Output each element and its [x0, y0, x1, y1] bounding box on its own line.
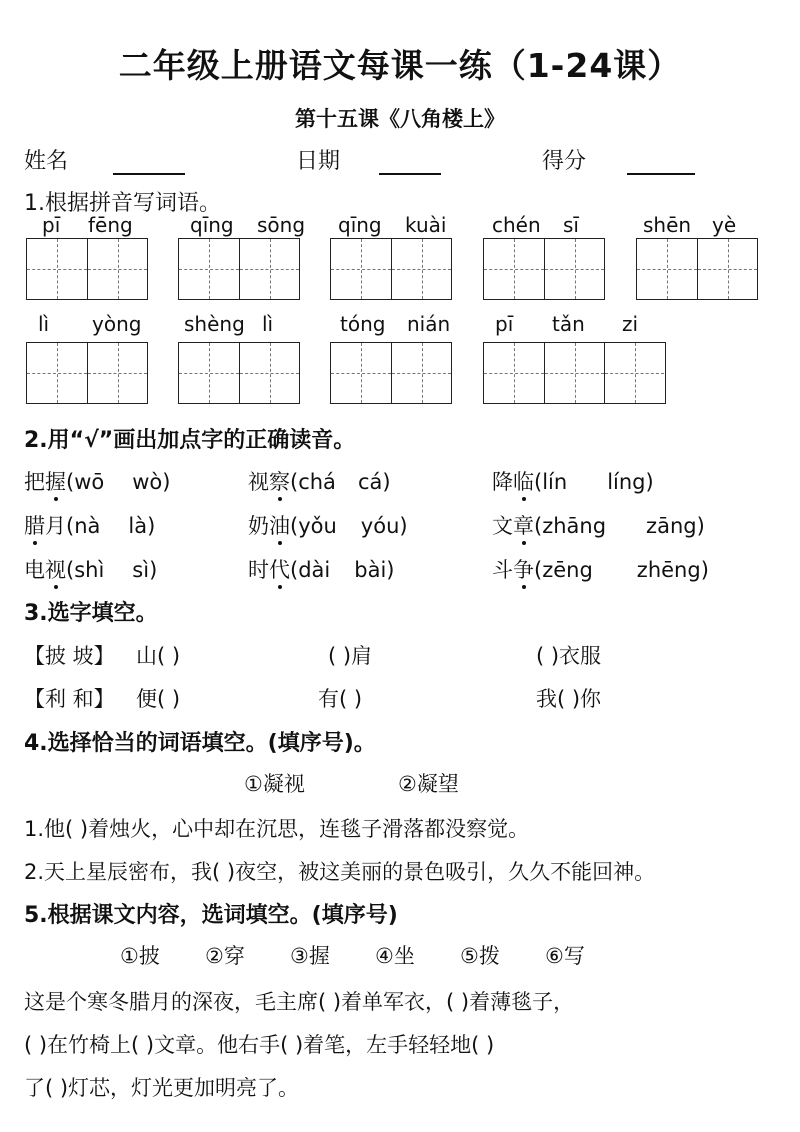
writing-grid[interactable]: [636, 238, 758, 300]
dotted-char: 代: [269, 554, 290, 584]
date-field[interactable]: [296, 144, 441, 175]
pinyin: lì: [262, 312, 274, 336]
pinyin: shēn: [643, 213, 692, 237]
passage-line[interactable]: 这是个寒冬腊月的深夜，毛主席( )着单军衣，( )着薄毯子，: [24, 990, 575, 1014]
section-3-heading: 3.选字填空。: [24, 601, 158, 626]
date-label: 日期: [296, 149, 341, 174]
reading-item[interactable]: 降临(lín líng): [492, 466, 654, 496]
option-2[interactable]: wò: [132, 470, 163, 494]
passage-line[interactable]: ( )在竹椅上( )文章。他右手( )着笔，左手轻轻地( ): [24, 1033, 495, 1057]
section-5-heading: 5.根据课文内容，选词填空。(填序号): [24, 903, 398, 928]
writing-grid[interactable]: [26, 238, 148, 300]
option-1[interactable]: wō: [74, 470, 105, 494]
pinyin: tóng: [340, 312, 386, 336]
dotted-char: 视: [45, 554, 66, 584]
dotted-char: 握: [45, 466, 66, 496]
score-blank[interactable]: [627, 151, 695, 175]
pinyin: lì: [38, 312, 50, 336]
reading-item[interactable]: 把握(wō wò): [24, 466, 170, 496]
pinyin: yòng: [92, 312, 142, 336]
date-blank[interactable]: [379, 151, 441, 175]
choice-chars: 【披 坡】: [24, 644, 115, 668]
pinyin: kuài: [405, 213, 447, 237]
dotted-char: 腊: [24, 510, 45, 540]
fill-blank[interactable]: 我( )你: [536, 687, 602, 711]
choice-chars: 【利 和】: [24, 687, 115, 711]
fill-blank[interactable]: ( )衣服: [536, 644, 602, 668]
pinyin: fēng: [88, 213, 133, 237]
fill-blank[interactable]: 有( ): [318, 687, 363, 711]
option-item: ①披: [120, 944, 160, 968]
reading-item[interactable]: 腊月(nà là): [24, 510, 155, 540]
dotted-char: 临: [513, 466, 534, 496]
writing-grid[interactable]: [330, 238, 452, 300]
question-line[interactable]: 1.他( )着烛火，心中却在沉思，连毯子滑落都没察觉。: [24, 817, 530, 841]
option-1[interactable]: lín: [542, 470, 568, 494]
word-char: 把: [24, 470, 45, 494]
pinyin: qīng: [190, 213, 234, 237]
score-field[interactable]: [542, 144, 695, 175]
word-char: 奶: [248, 514, 269, 538]
option-item: ①凝视: [244, 772, 305, 796]
dotted-char: 察: [269, 466, 290, 496]
word-char: 降: [492, 470, 513, 494]
question-line[interactable]: 2.天上星辰密布，我( )夜空，被这美丽的景色吸引，久久不能回神。: [24, 860, 656, 884]
reading-item[interactable]: 时代(dài bài): [248, 554, 395, 584]
lesson-title: 第十五课《八角楼上》: [295, 107, 505, 131]
reading-item[interactable]: 电视(shì sì): [24, 554, 157, 584]
pinyin: chén: [492, 213, 541, 237]
name-blank[interactable]: [113, 151, 185, 175]
word-char: 斗: [492, 558, 513, 582]
name-label: 姓名: [24, 149, 69, 174]
reading-item[interactable]: 斗争(zēng zhēng): [492, 554, 709, 584]
option-1[interactable]: zēng: [542, 558, 593, 582]
option-item: ②穿: [205, 944, 245, 968]
option-item: ⑤拨: [460, 944, 500, 968]
pinyin: sī: [563, 213, 579, 237]
writing-grid[interactable]: [483, 342, 666, 404]
dotted-char: 油: [269, 510, 290, 540]
option-2[interactable]: zāng: [646, 514, 697, 538]
pinyin: pī: [495, 312, 514, 336]
option-2[interactable]: sì: [132, 558, 150, 582]
passage-line[interactable]: 了( )灯芯，灯光更加明亮了。: [24, 1076, 300, 1100]
pinyin: yè: [712, 213, 737, 237]
pinyin: qīng: [338, 213, 382, 237]
option-item: ⑥写: [545, 944, 585, 968]
name-field[interactable]: [24, 144, 185, 175]
reading-item[interactable]: 奶油(yǒu yóu): [248, 510, 408, 540]
option-1[interactable]: yǒu: [298, 514, 337, 538]
page-title: 二年级上册语文每课一练（1-24课）: [118, 46, 682, 85]
writing-grid[interactable]: [330, 342, 452, 404]
word-char: 电: [24, 558, 45, 582]
option-2[interactable]: là: [128, 514, 148, 538]
fill-blank[interactable]: ( )肩: [328, 644, 373, 668]
pinyin: shèng: [184, 312, 245, 336]
pinyin: pī: [42, 213, 61, 237]
option-2[interactable]: líng: [607, 470, 646, 494]
pinyin: nián: [407, 312, 451, 336]
section-2-heading: 2.用“√”画出加点字的正确读音。: [24, 428, 356, 453]
option-item: ②凝望: [398, 772, 459, 796]
dotted-char: 章: [513, 510, 534, 540]
writing-grid[interactable]: [26, 342, 148, 404]
section-1-heading: 1.根据拼音写词语。: [24, 191, 221, 216]
option-1[interactable]: zhāng: [542, 514, 607, 538]
option-1[interactable]: nà: [74, 514, 101, 538]
word-char: 视: [248, 470, 269, 494]
writing-grid[interactable]: [178, 238, 300, 300]
option-2[interactable]: cá: [357, 470, 383, 494]
section-4-heading: 4.选择恰当的词语填空。(填序号)。: [24, 731, 376, 756]
option-1[interactable]: shì: [74, 558, 105, 582]
option-2[interactable]: bài: [354, 558, 387, 582]
pinyin: tǎn: [552, 312, 585, 336]
writing-grid[interactable]: [483, 238, 605, 300]
option-2[interactable]: zhēng: [636, 558, 701, 582]
reading-item[interactable]: 视察(chá cá): [248, 466, 391, 496]
option-1[interactable]: chá: [298, 470, 336, 494]
pinyin: sōng: [257, 213, 306, 237]
option-item: ④坐: [375, 944, 415, 968]
option-1[interactable]: dài: [298, 558, 331, 582]
reading-item[interactable]: 文章(zhāng zāng): [492, 510, 705, 540]
dotted-char: 争: [513, 554, 534, 584]
writing-grid[interactable]: [178, 342, 300, 404]
fill-blank[interactable]: 山( ): [136, 644, 181, 668]
option-2[interactable]: yóu: [360, 514, 400, 538]
word-char: 月: [45, 514, 66, 538]
word-char: 时: [248, 558, 269, 582]
option-item: ③握: [290, 944, 330, 968]
word-char: 文: [492, 514, 513, 538]
fill-blank[interactable]: 便( ): [136, 687, 181, 711]
score-label: 得分: [542, 149, 587, 174]
pinyin: zi: [622, 312, 639, 336]
